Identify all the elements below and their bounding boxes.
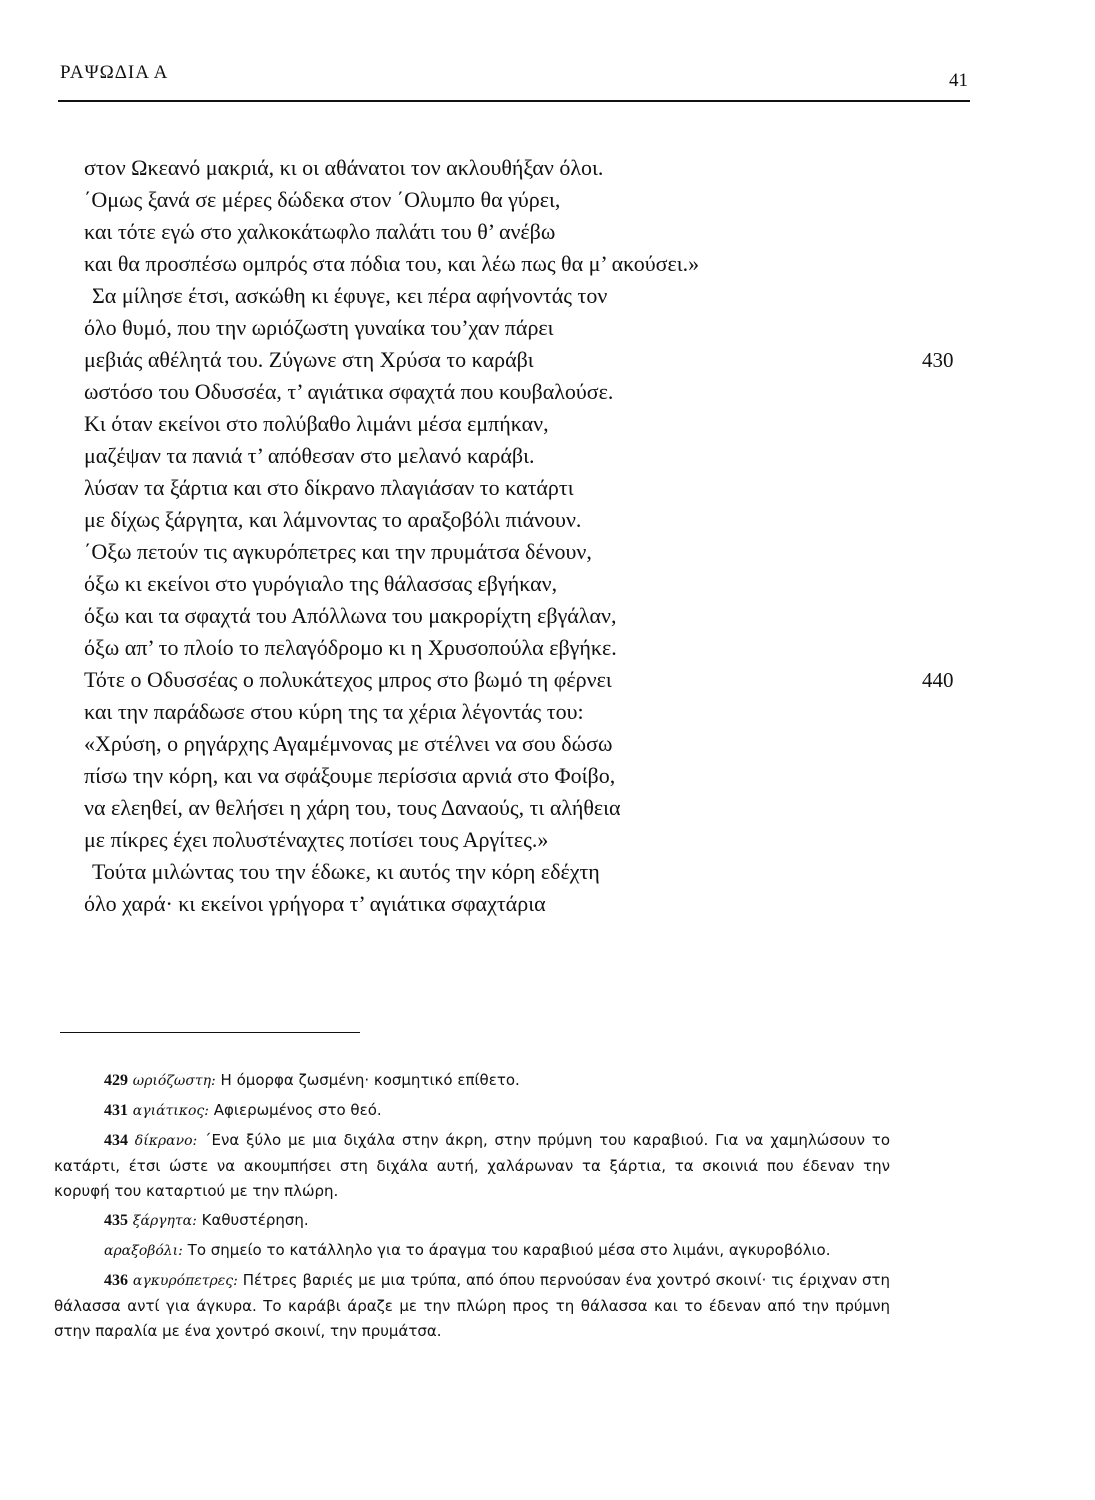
verse-text: Κι όταν εκείνοι στο πολύβαθο λιμάνι μέσα εμπήκαν, [84, 411, 549, 436]
page-number: 41 [949, 70, 968, 91]
verse-line [84, 312, 984, 344]
verse-line [84, 856, 984, 888]
verse-text: και τότε εγώ στο χαλκοκάτωφλο παλάτι του θ’ ανέβω [84, 219, 556, 244]
footnote-text: Πέτρες βαριές με μια τρύπα, από όπου περνούσαν ένα χοντρό σκοινί· τις έριχναν στη θάλασσα αντί για άγκυρα. Το καράβι άραζε με την πλώρη προς τη θάλασσα και το έδεναν από την πρύμνη στην παραλία με ένα χοντρό σκοινί, την πρυμάτσα. [54, 1271, 890, 1340]
footnote-number: 429 [104, 1072, 128, 1089]
verse-text: λύσαν τα ξάρτια και στο δίκρανο πλαγιάσαν το κατάρτι [84, 475, 574, 500]
verse-line [84, 216, 984, 248]
footnote-text: ΄Ενα ξύλο με μια διχάλα στην άκρη, στην πρύμνη του καραβιού. Για να χαμηλώσουν το κατάρτι, έτσι ώστε να ακουμπήσει στη διχάλα αυτή, χαλάρωναν τα ξάρτια, τα σκοινιά που έδεναν την κορυφή του καταρτιού με την πλώρη. [54, 1131, 890, 1200]
page-header [60, 62, 968, 98]
verse-text: όλο χαρά· κι εκείνοι γρήγορα τ’ αγιάτικα σφαχτάρια [84, 891, 546, 916]
verse-line [84, 792, 984, 824]
footnote [54, 1208, 890, 1234]
chapter-title: ΡΑΨΩΔΙΑ Α [60, 62, 169, 83]
verse-line [84, 344, 984, 376]
verse-text: και θα προσπέσω ομπρός στα πόδια του, και λέω πως θα μ’ ακούσει.» [84, 251, 700, 276]
verse-text: Τότε ο Οδυσσέας ο πολυκάτεχος μπρος στο βωμό τη φέρνει [84, 667, 612, 692]
footnote-term: αγιάτικος: [132, 1103, 209, 1119]
footnote-term: αγκυρόπετρες: [132, 1273, 238, 1289]
line-number: 430 [922, 348, 954, 372]
verse-text: ΄Οξω πετούν τις αγκυρόπετρες και την πρυμάτσα δένουν, [84, 539, 592, 564]
footnote-text: Η όμορφα ζωσμένη· κοσμητικό επίθετο. [220, 1071, 520, 1089]
footnote-number: 434 [104, 1132, 128, 1149]
verse-text: Τούτα μιλώντας του την έδωκε, κι αυτός την κόρη εδέχτη [92, 859, 600, 884]
verse-text: όλο θυμό, που την ωριόζωστη γυναίκα του’χαν πάρει [84, 315, 554, 340]
verse-line [84, 888, 984, 920]
footnote [54, 1238, 890, 1264]
verse-text: να ελεηθεί, αν θελήσει η χάρη του, τους Δαναούς, τι αλήθεια [84, 795, 621, 820]
footnote [54, 1098, 890, 1124]
footnote-term: ωριόζωστη: [132, 1073, 216, 1089]
verse-line [84, 440, 984, 472]
verse-text: όξω και τα σφαχτά του Απόλλωνα του μακρορίχτη εβγάλαν, [84, 603, 617, 628]
footnote-number: 435 [104, 1212, 128, 1229]
footnote-text: Καθυστέρηση. [201, 1211, 309, 1229]
footnote-term: αραξοβόλι: [104, 1243, 183, 1259]
header-rule [58, 100, 970, 102]
verse-text: με πίκρες έχει πολυστέναχτες ποτίσει τους Αργίτες.» [84, 827, 549, 852]
footnote-term: δίκρανο: [134, 1133, 198, 1149]
footnote-rule [60, 1032, 360, 1033]
verse-line [84, 760, 984, 792]
verse-text: πίσω την κόρη, και να σφάξουμε περίσσια αρνιά στο Φοίβο, [84, 763, 616, 788]
verse-line [84, 472, 984, 504]
verse-text: ωστόσο του Οδυσσέα, τ’ αγιάτικα σφαχτά που κουβαλούσε. [84, 379, 614, 404]
footnote [54, 1068, 890, 1094]
footnote-number: 431 [104, 1102, 128, 1119]
footnote [54, 1268, 890, 1344]
verse-line [84, 184, 984, 216]
footnote-text: Αφιερωμένος στο θεό. [213, 1101, 382, 1119]
verse-line [84, 696, 984, 728]
verse-line [84, 600, 984, 632]
verse-text: μαζέψαν τα πανιά τ’ απόθεσαν στο μελανό καράβι. [84, 443, 535, 468]
footnotes [54, 1068, 890, 1348]
footnote-number: 436 [104, 1272, 128, 1289]
verse-line [84, 728, 984, 760]
footnote [54, 1128, 890, 1204]
verse-text: Σα μίλησε έτσι, ασκώθη κι έφυγε, κει πέρα αφήνοντάς τον [92, 283, 608, 308]
verse-line [84, 280, 984, 312]
verse-text: «Χρύση, ο ρηγάρχης Αγαμέμνονας με στέλνει να σου δώσω [84, 731, 613, 756]
verse-text: στον Ωκεανό μακριά, κι οι αθάνατοι τον ακλουθήξαν όλοι. [84, 155, 604, 180]
verse-line [84, 568, 984, 600]
verse-line [84, 248, 984, 280]
verse-text: ΄Ομως ξανά σε μέρες δώδεκα στον ΄Ολυμπο θα γύρει, [84, 187, 561, 212]
verse-line [84, 824, 984, 856]
verse-line [84, 376, 984, 408]
verse-line [84, 632, 984, 664]
verse-text: μεβιάς αθέλητά του. Ζύγωνε στη Χρύσα το καράβι [84, 347, 534, 372]
verse-block [84, 152, 984, 920]
footnote-term: ξάργητα: [132, 1213, 197, 1229]
line-number: 440 [922, 668, 954, 692]
verse-line [84, 152, 984, 184]
verse-line [84, 664, 984, 696]
verse-text: όξω κι εκείνοι στο γυρόγιαλο της θάλασσας εβγήκαν, [84, 571, 558, 596]
verse-line [84, 408, 984, 440]
verse-text: με δίχως ξάργητα, και λάμνοντας το αραξοβόλι πιάνουν. [84, 507, 582, 532]
footnote-text: Το σημείο το κατάλληλο για το άραγμα του καραβιού μέσα στο λιμάνι, αγκυροβόλιο. [187, 1241, 831, 1259]
verse-text: όξω απ’ το πλοίο το πελαγόδρομο κι η Χρυσοπούλα εβγήκε. [84, 635, 617, 660]
verse-line [84, 504, 984, 536]
verse-line [84, 536, 984, 568]
verse-text: και την παράδωσε στου κύρη της τα χέρια λέγοντάς του: [84, 699, 584, 724]
